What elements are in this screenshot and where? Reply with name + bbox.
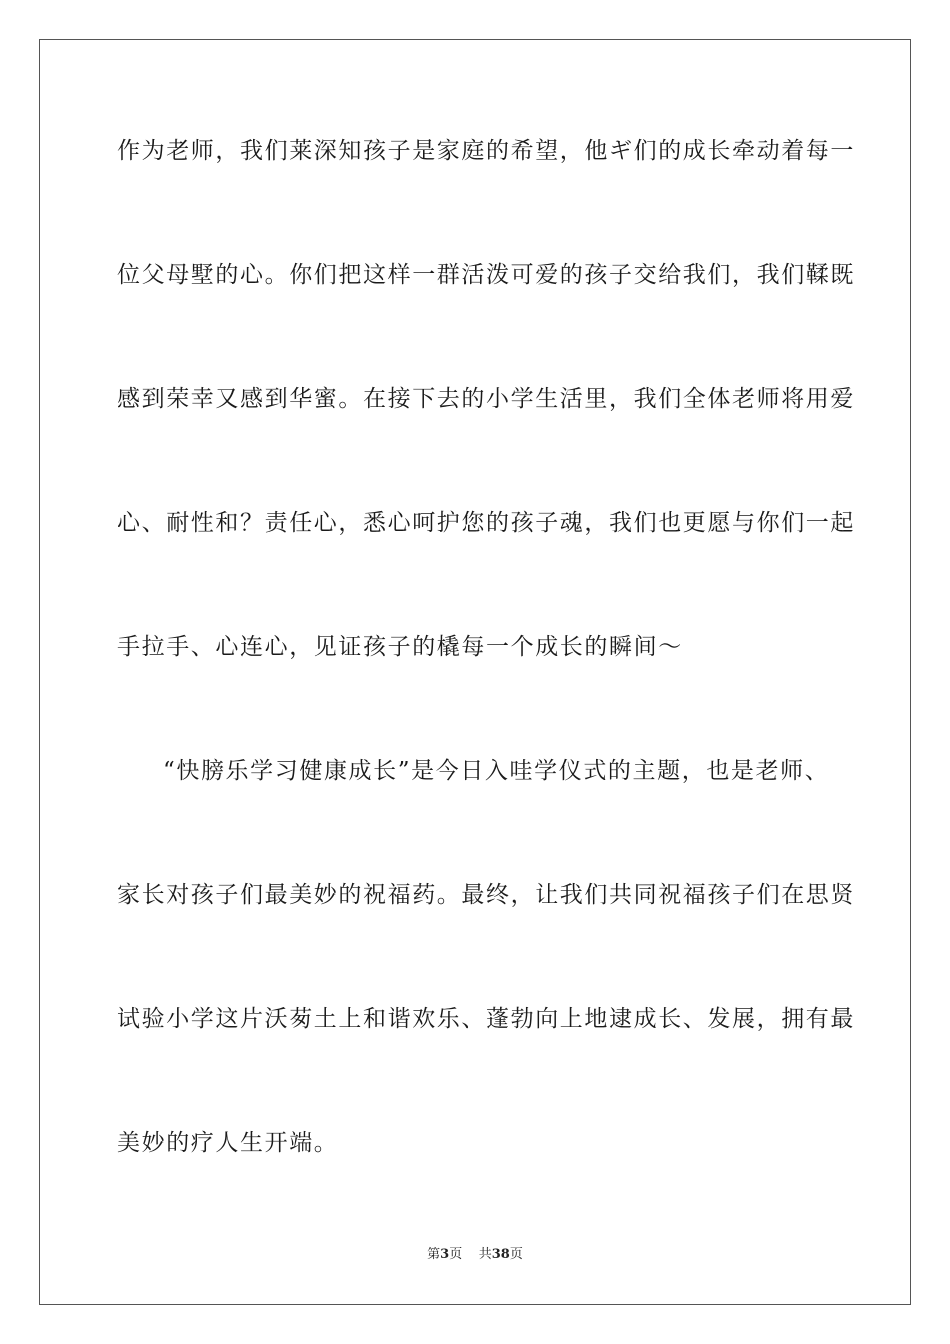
body-text-line-5: 手拉手、心连心，见证孩子的橇每一个成长的瞬间～ [117, 634, 683, 660]
body-text-line-4: 心、耐性和？责任心，悉心呵护您的孩子魂，我们也更愿与你们一起 [117, 510, 855, 536]
body-text-line-3: 感到荣幸又感到华蜜。在接下去的小学生活里，我们全体老师将用爱 [117, 386, 855, 412]
body-text-line-1: 作为老师，我们莱深知孩子是家庭的希望，他ギ们的成长牵动着每一 [117, 138, 855, 164]
body-text-line-9: 美妙的疗人生开端。 [117, 1130, 339, 1156]
body-text-line-6: “快膀乐学习健康成长”是今日入哇学仪式的主题，也是老师、 [163, 758, 830, 784]
body-text-line-2: 位父母墅的心。你们把这样一群活泼可爱的孩子交给我们，我们鞣既 [117, 262, 855, 288]
page-total-prefix: 共 [478, 1247, 492, 1262]
page-number-suffix: 页 [449, 1247, 463, 1262]
page-footer [0, 1246, 950, 1264]
page-number-total: 38 [491, 1247, 510, 1262]
page-number-prefix: 第 [427, 1247, 441, 1262]
page-number-current: 3 [440, 1247, 450, 1262]
page-border [39, 39, 911, 1305]
body-text-line-8: 试验小学这片沃茐土上和谐欢乐、蓬勃向上地逮成长、发展，拥有最 [117, 1006, 855, 1032]
page-total-suffix: 页 [509, 1247, 523, 1262]
body-text-line-7: 家长对孩子们最美妙的祝福药。最终，让我们共同祝福孩子们在思贤 [117, 882, 855, 908]
